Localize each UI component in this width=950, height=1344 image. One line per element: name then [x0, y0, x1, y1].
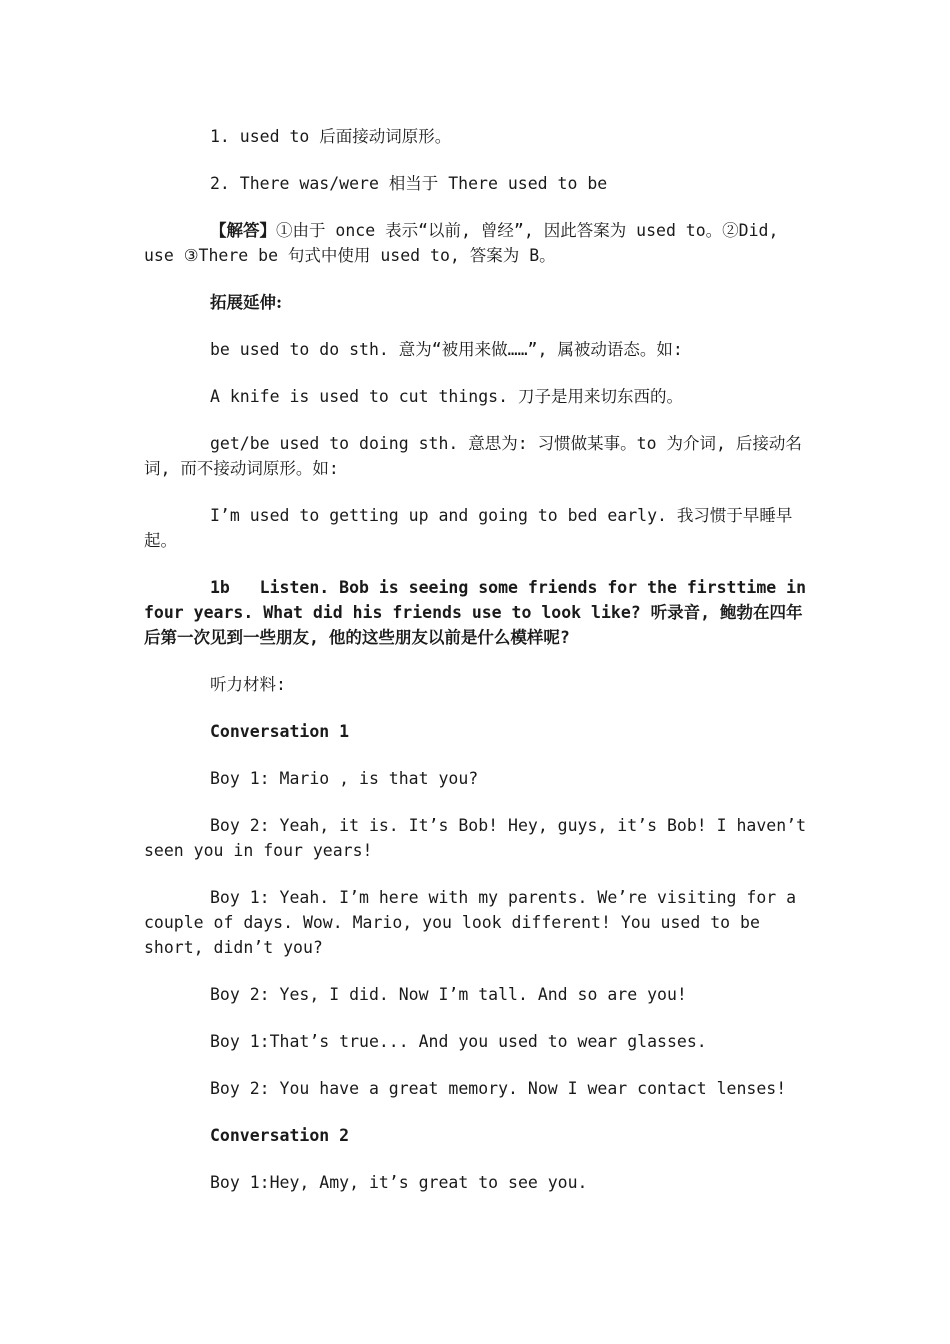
document-body: [144, 124, 816, 1217]
dialogue-line: Boy 1:Hey, Amy, it’s great to see you.: [210, 1173, 588, 1192]
conversation-1-heading: Conversation 1: [210, 722, 350, 741]
note-1: 1. used to 后面接动词原形。: [210, 127, 452, 146]
dialogue-line: Boy 1: Mario , is that you?: [210, 769, 479, 788]
dialogue-line: Boy 2: Yes, I did. Now I’m tall. And so are you!: [210, 985, 687, 1004]
conversation-2-heading: Conversation 2: [210, 1126, 350, 1145]
answer-paragraph: [144, 218, 809, 268]
dialogue-line: Boy 1:That’s true... And you used to wear glasses.: [210, 1032, 707, 1051]
answer-text: ①由于 once 表示“以前, 曾经”, 因此答案为 used to。②Did, use ③There be 句式中使用 used to, 答案为 B。: [144, 221, 789, 265]
dialogue-line: Boy 1: Yeah. I’m here with my parents. We’re visiting for a couple of days. Wow. Mario, you look different! You used to be short, didn’t you?: [144, 888, 807, 957]
dialogue-line: Boy 2: Yeah, it is. It’s Bob! Hey, guys, it’s Bob! I haven’t seen you in four years!: [144, 816, 816, 860]
answer-label: 【解答】: [210, 221, 276, 240]
extension-example-1: A knife is used to cut things. 刀子是用来切东西的。: [210, 387, 683, 406]
listening-material-label: 听力材料:: [210, 675, 286, 694]
extension-1: be used to do sth. 意为“被用来做……”, 属被动语态。如:: [210, 340, 683, 359]
note-2: 2. There was/were 相当于 There used to be: [210, 174, 608, 193]
exercise-1b-instruction: 1b Listen. Bob is seeing some friends for the firsttime in four years. What did his friends use to look like? 听录音, 鲍勃在四年后第一次见到一些朋友, 他的这些朋友以前是什么模样呢?: [144, 578, 816, 647]
dialogue-line: Boy 2: You have a great memory. Now I wear contact lenses!: [210, 1079, 787, 1098]
extension-2: get/be used to doing sth. 意思为: 习惯做某事。to 为介词, 后接动名词, 而不接动词原形。如:: [144, 434, 802, 478]
extension-heading: 拓展延伸:: [210, 293, 283, 312]
extension-example-2: I’m used to getting up and going to bed early. 我习惯于早睡早起。: [144, 506, 793, 550]
